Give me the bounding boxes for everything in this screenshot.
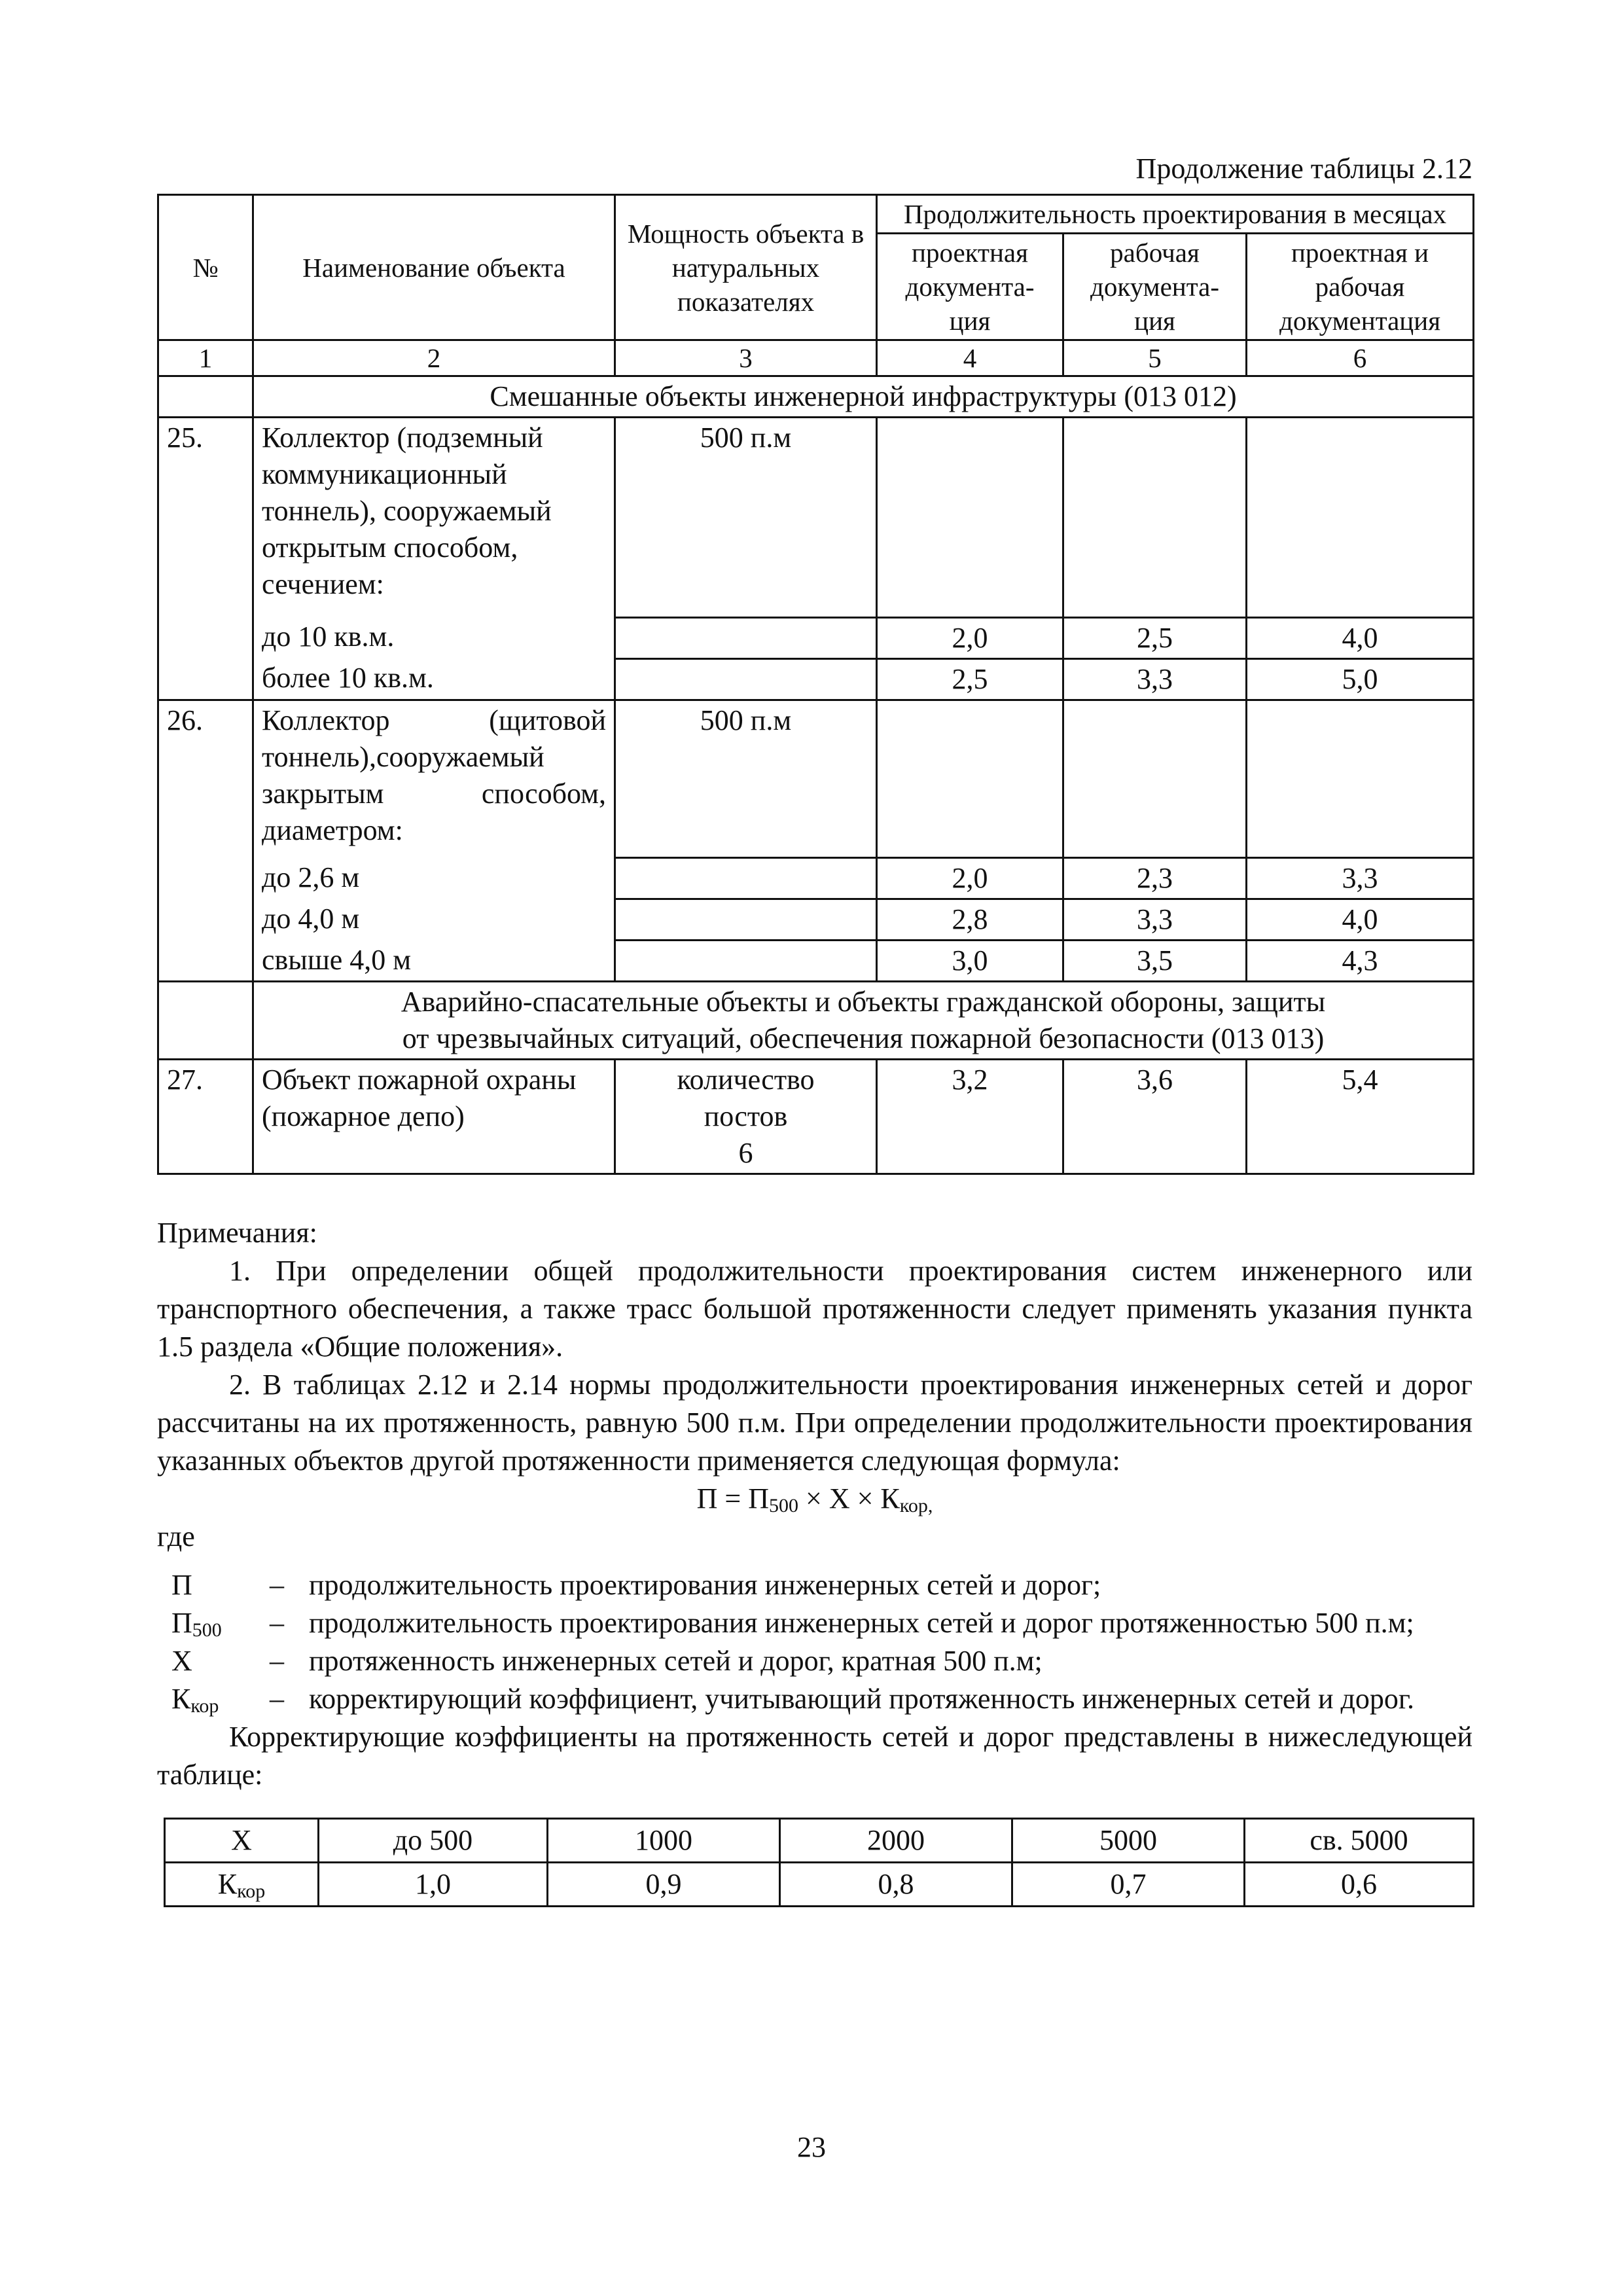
definition-dash: – [270,1683,284,1715]
formula [157,1480,1472,1518]
header-name: Наименование объекта [253,195,615,340]
row-number: 27. [158,1060,253,1174]
value-cell: 3,0 [877,941,1063,982]
row-name: Коллектор (подземный коммуникационный тоннель), сооружаемый открытым способом, сечением: [253,418,615,618]
header-capacity: Мощность объекта в натуральных показателях [615,195,877,340]
header-both: проектная и рабочая документация [1247,234,1474,340]
coef-cell: до 500 [319,1819,548,1863]
value-cell: 2,0 [877,617,1063,658]
capacity-line: 6 [738,1137,753,1169]
definition-symbol: $П_{500}$ [171,1607,222,1641]
coef-cell: 1000 [548,1819,780,1863]
col-number: 1 [158,340,253,376]
table-caption: Продолжение таблицы 2.12 [1135,152,1472,185]
header-design: проектная документа-ция [877,234,1063,340]
table-subrow [158,941,1474,982]
subrow-label: до 4,0 м [253,899,615,941]
value-cell: 3,3 [1063,899,1247,941]
definition-text: продолжительность проектирования инженерных сетей и дорог протяженностью 500 п.м; [309,1607,1414,1639]
definition-item [171,1642,1441,1680]
coef-cell: $К_{кор}$ [165,1863,319,1907]
coef-cell: 0,8 [780,1863,1012,1907]
definition-item [171,1604,1441,1642]
definition-item [171,1680,1441,1718]
value-cell: 4,3 [1247,941,1474,982]
duration-table [157,194,1474,1175]
definition-text: протяженность инженерных сетей и дорог, кратная 500 п.м; [309,1645,1043,1677]
definition-symbol: $К_{кор}$ [171,1683,219,1717]
table-subrow [158,617,1474,658]
table-row [158,418,1474,618]
definition-item [171,1566,1441,1604]
formula-subscript: кор, [899,1495,933,1516]
header-working: рабочая документа-ция [1063,234,1247,340]
header-num: № [158,195,253,340]
col-number: 6 [1247,340,1474,376]
table-subrow [158,899,1474,941]
table-subrow [158,858,1474,899]
definition-dash: – [270,1607,284,1639]
section-row [158,376,1474,418]
value-cell: 4,0 [1247,899,1474,941]
row-number: 25. [158,418,253,700]
notes-block [157,1214,1472,1794]
value-cell: 3,6 [1063,1060,1247,1174]
row-capacity: 500 п.м [615,700,877,858]
table-row [158,700,1474,858]
subrow-label: более 10 кв.м. [253,658,615,700]
value-cell: 2,5 [877,658,1063,700]
definition-text: корректирующий коэффициент, учитывающий протяженность инженерных сетей и дорог. [309,1683,1415,1715]
value-cell: 3,3 [1063,658,1247,700]
value-cell: 2,8 [877,899,1063,941]
row-capacity: 500 п.м [615,418,877,618]
capacity-line: постов [704,1100,788,1132]
coef-cell: 0,9 [548,1863,780,1907]
row-capacity [615,1060,877,1174]
definition-text: продолжительность проектирования инженерных сетей и дорог; [309,1569,1101,1601]
definition-symbol: Х [171,1645,192,1677]
note-paragraph: 1. При определении общей продолжительности проектирования систем инженерного или транспортного обеспечения, а также трасс большой протяженности следует применять указания пункта 1.5 раздела «Общие положения». [157,1255,1472,1363]
definitions-list [171,1566,1441,1718]
coef-row-k [165,1863,1474,1907]
table-row [158,1060,1474,1174]
definition-dash: – [270,1645,284,1677]
notes-title: Примечания: [157,1217,317,1249]
row-name: Коллектор (щитовой тоннель),сооружаемый закрытым способом, диаметром: [253,700,615,858]
formula-part: П = П [696,1482,770,1515]
section-title-line: Аварийно-спасательные объекты и объекты гражданской обороны, защиты [401,986,1326,1018]
formula-subscript: 500 [769,1495,799,1516]
value-cell: 5,0 [1247,658,1474,700]
column-numbers-row [158,340,1474,376]
col-number: 5 [1063,340,1247,376]
page-number: 23 [797,2131,826,2163]
col-number: 3 [615,340,877,376]
definition-symbol: П [171,1569,192,1601]
coef-cell: 0,7 [1012,1863,1245,1907]
where-label: где [157,1520,195,1552]
document-page [157,151,1472,1907]
row-number: 26. [158,700,253,982]
coef-cell: 0,6 [1245,1863,1474,1907]
row-name: Объект пожарной охраны (пожарное депо) [253,1060,615,1174]
col-number: 4 [877,340,1063,376]
coef-cell: 1,0 [319,1863,548,1907]
value-cell: 3,3 [1247,858,1474,899]
col-number: 2 [253,340,615,376]
value-cell: 3,2 [877,1060,1063,1174]
section-title: Смешанные объекты инженерной инфраструктуры (013 012) [253,376,1474,418]
subrow-label: до 2,6 м [253,858,615,899]
coef-cell: св. 5000 [1245,1819,1474,1863]
value-cell: 2,0 [877,858,1063,899]
formula-part: × Х × К [798,1482,900,1515]
note-paragraph: 2. В таблицах 2.12 и 2.14 нормы продолжительности проектирования инженерных сетей и дорог рассчитаны на их протяженность, равную 500 п.м. При определении продолжительности проектирования указанных объектов другой протяженности применяется следующая формула: [157,1369,1472,1477]
header-duration: Продолжительность проектирования в месяцах [877,195,1474,234]
coef-cell: 2000 [780,1819,1012,1863]
coef-cell: Х [165,1819,319,1863]
coef-row-x [165,1819,1474,1863]
table-subrow [158,658,1474,700]
subrow-label: до 10 кв.м. [253,617,615,658]
coefficient-table [164,1818,1474,1907]
section-title-line: от чрезвычайных ситуаций, обеспечения пожарной безопасности (013 013) [402,1022,1325,1054]
definition-dash: – [270,1569,284,1601]
section-row [158,982,1474,1060]
coef-cell: 5000 [1012,1819,1245,1863]
subrow-label: свыше 4,0 м [253,941,615,982]
value-cell: 3,5 [1063,941,1247,982]
value-cell: 4,0 [1247,617,1474,658]
value-cell: 5,4 [1247,1060,1474,1174]
value-cell: 2,5 [1063,617,1247,658]
capacity-line: количество [677,1064,815,1096]
coef-intro: Корректирующие коэффициенты на протяженность сетей и дорог представлены в нижеследующей таблице: [157,1721,1472,1791]
value-cell: 2,3 [1063,858,1247,899]
